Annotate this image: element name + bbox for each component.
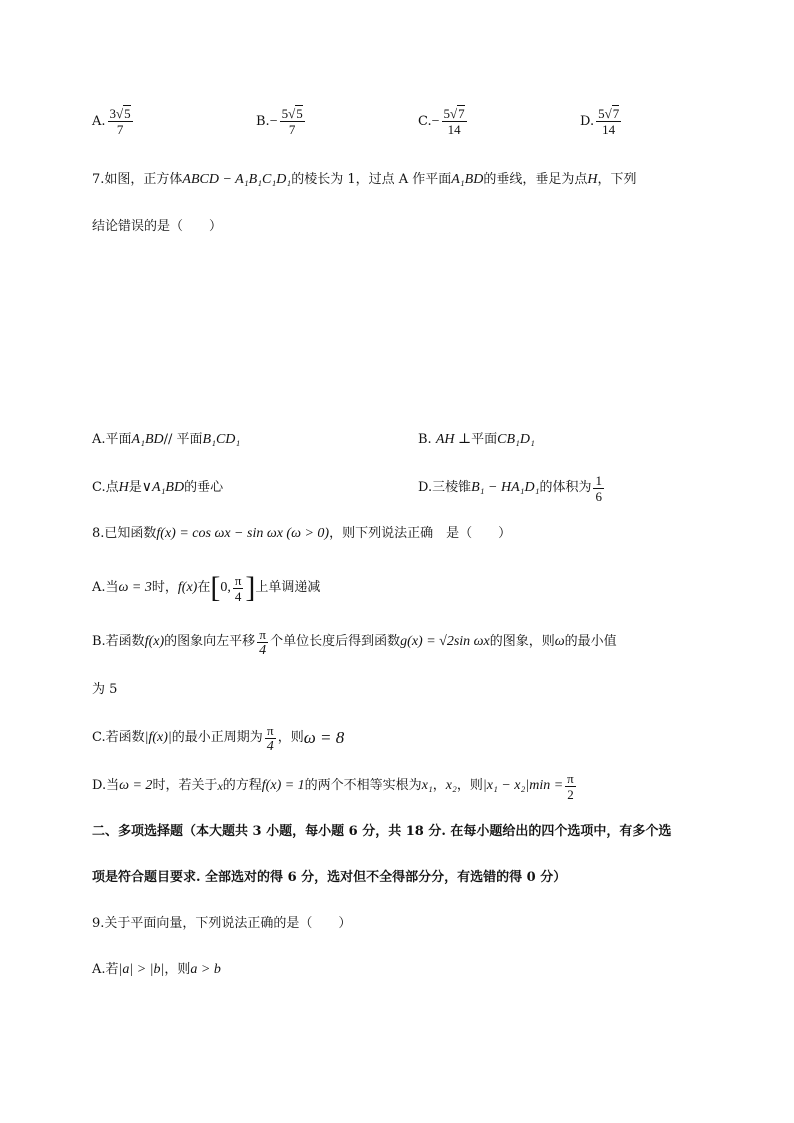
fraction: $\frac{5√7}{14}$ — [443, 106, 465, 137]
fraction: $\frac{1}{6}$ — [595, 472, 602, 504]
option-label: A. — [92, 114, 106, 129]
q8-stem: 8.已知函数f(x) = cos ωx − sin ωx (ω > 0)，则下列说法正确 是（ ） — [92, 526, 512, 541]
q9-stem: 9.关于平面向量，下列说法正确的是（ ） — [92, 916, 352, 931]
option-label: C. — [418, 114, 432, 129]
q8-option-c: C.若函数 |f(x)| 的最小正周期为 $\frac{\pi}{4}$ ，则 ω = 8 — [92, 722, 345, 754]
q7-option-d: D.三棱锥 B₁ − HA₁D₁ 的体积为 $\frac{1}{6}$ — [418, 472, 602, 504]
q8-option-d: D.当 ω = 2 时，若关于 x 的方程 f(x) = 1 的两个不相等实根为 x₁ ， x₂ ，则 |x₁ − x₂|min = $\frac{\pi}{2}$ — [92, 770, 574, 802]
q8-option-b-line1: B.若函数 f(x) 的图象向左平移 $\frac{\pi}{4}$ 个单位长度后得到函数 g(x) = √2sin ωx 的图象，则 ω 的最小值 — [92, 626, 617, 658]
q7-stem-line1: 7.如图，正方体ABCD − A₁B₁C₁D₁的棱长为 1，过点 A 作平面A₁BD的垂线，垂足为点H，下列 — [92, 172, 637, 187]
fraction: $\frac{\pi}{4}$ — [266, 722, 274, 754]
q7-option-b: B. AH ⊥平面CB₁D₁ — [418, 432, 535, 447]
fraction: $\frac{\pi}{2}$ — [567, 770, 574, 802]
fraction: $\frac{5√7}{14}$ — [598, 106, 620, 137]
fraction: $\frac{5√5}{7}$ — [281, 106, 303, 137]
section2-instructions-line1: 二、多项选择题（本大题共 3 小题，每小题 6 分，共 18 分. 在每小题给出的四个选项中，有多个选 — [92, 824, 672, 839]
q6-option-a — [92, 106, 135, 137]
section2-instructions-line2: 项是符合题目要求. 全部选对的得 6 分，选对但不全得部分分，有选错的得 0 分） — [92, 870, 567, 885]
q7-option-c: C.点H是∨A₁BD的垂心 — [92, 480, 224, 495]
option-label: D. — [580, 114, 595, 129]
q9-option-a: A.若|a| > |b|，则a > b — [92, 962, 221, 977]
q6-option-b: B. − $\frac{5√5}{7}$ — [256, 106, 303, 137]
q7-stem-line2: 结论错误的是（ ） — [92, 219, 223, 234]
option-label: B. — [256, 114, 270, 129]
q8-option-a: A.当 ω = 3 时， f(x) 在 [ 0, $\frac{\pi}{4}$ ] 上单调递减 — [92, 571, 321, 604]
fraction: $\frac{\pi}{4}$ — [259, 626, 267, 658]
q8-option-b-line2: 为 5 — [92, 682, 118, 697]
q6-option-c: C. − $\frac{5√7}{14}$ — [418, 106, 465, 137]
q7-option-a: A.平面A₁BD// 平面B₁CD₁ — [92, 432, 241, 447]
fraction: $\frac{\pi}{4}$ — [234, 572, 242, 604]
q6-option-d — [580, 106, 623, 137]
fraction: $\frac{3√5}{7}$ — [109, 106, 131, 137]
